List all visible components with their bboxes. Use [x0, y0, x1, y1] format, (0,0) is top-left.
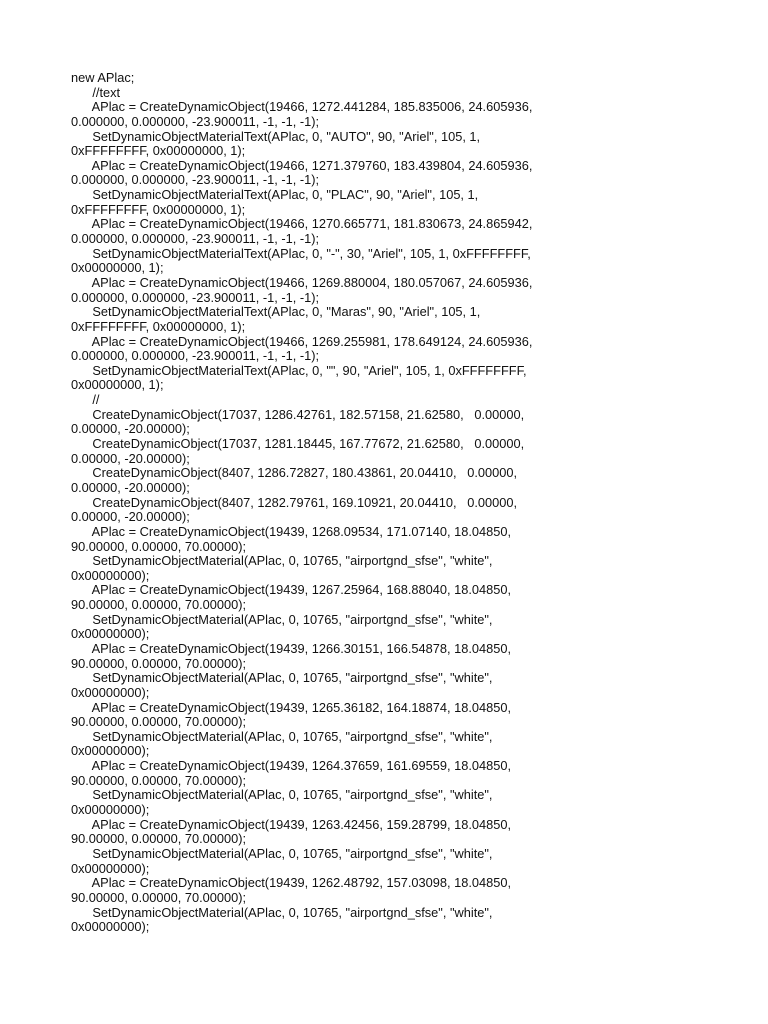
code-line: 0.000000, 0.000000, -23.900011, -1, -1, -1); — [71, 289, 320, 305]
code-line: 0x00000000); — [71, 626, 150, 642]
code-line: SetDynamicObjectMaterial(APlac, 0, 10765, "airportgnd_sfse", "white", — [71, 845, 493, 861]
code-line: SetDynamicObjectMaterialText(APlac, 0, "", 90, "Ariel", 105, 1, 0xFFFFFFFF, — [71, 362, 527, 378]
code-line: SetDynamicObjectMaterialText(APlac, 0, "Maras", 90, "Ariel", 105, 1, — [71, 304, 481, 320]
code-line: 0xFFFFFFFF, 0x00000000, 1); — [71, 318, 246, 334]
code-line: SetDynamicObjectMaterial(APlac, 0, 10765, "airportgnd_sfse", "white", — [71, 611, 493, 627]
code-line: CreateDynamicObject(8407, 1282.79761, 169.10921, 20.04410, 0.00000, — [71, 494, 518, 510]
code-line: APlac = CreateDynamicObject(19439, 1263.42456, 159.28799, 18.04850, — [71, 816, 512, 832]
code-line: SetDynamicObjectMaterial(APlac, 0, 10765, "airportgnd_sfse", "white", — [71, 728, 493, 744]
code-line: 0.00000, -20.00000); — [71, 450, 190, 466]
code-line: 0.000000, 0.000000, -23.900011, -1, -1, -1); — [71, 172, 320, 188]
code-line: CreateDynamicObject(17037, 1286.42761, 182.57158, 21.62580, 0.00000, — [71, 406, 525, 422]
code-line: 0x00000000); — [71, 919, 150, 935]
code-line: 90.00000, 0.00000, 70.00000); — [71, 597, 247, 613]
code-line: 0x00000000); — [71, 684, 150, 700]
code-line: 0.000000, 0.000000, -23.900011, -1, -1, -1); — [71, 348, 320, 364]
code-line: 0x00000000); — [71, 567, 150, 583]
code-line: SetDynamicObjectMaterialText(APlac, 0, "-", 30, "Ariel", 105, 1, 0xFFFFFFFF, — [71, 245, 531, 261]
code-line: 0xFFFFFFFF, 0x00000000, 1); — [71, 143, 246, 159]
code-line: 0.000000, 0.000000, -23.900011, -1, -1, -1); — [71, 113, 320, 129]
code-line: 0x00000000); — [71, 860, 150, 876]
code-line: APlac = CreateDynamicObject(19439, 1265.36182, 164.18874, 18.04850, — [71, 699, 512, 715]
code-listing — [71, 71, 721, 935]
code-line: APlac = CreateDynamicObject(19439, 1268.09534, 171.07140, 18.04850, — [71, 523, 512, 539]
code-line: 0x00000000); — [71, 743, 150, 759]
code-line: 0x00000000, 1); — [71, 377, 164, 393]
code-line: APlac = CreateDynamicObject(19466, 1270.665771, 181.830673, 24.865942, — [71, 216, 533, 232]
code-line: CreateDynamicObject(8407, 1286.72827, 180.43861, 20.04410, 0.00000, — [71, 465, 518, 481]
code-line: 90.00000, 0.00000, 70.00000); — [71, 714, 247, 730]
code-line: 90.00000, 0.00000, 70.00000); — [71, 538, 247, 554]
code-line: 0x00000000, 1); — [71, 260, 164, 276]
code-line: APlac = CreateDynamicObject(19466, 1269.255981, 178.649124, 24.605936, — [71, 333, 533, 349]
code-line: SetDynamicObjectMaterial(APlac, 0, 10765, "airportgnd_sfse", "white", — [71, 904, 493, 920]
code-line: 90.00000, 0.00000, 70.00000); — [71, 889, 247, 905]
code-line: 90.00000, 0.00000, 70.00000); — [71, 831, 247, 847]
code-line: APlac = CreateDynamicObject(19439, 1262.48792, 157.03098, 18.04850, — [71, 875, 512, 891]
code-line: 0.00000, -20.00000); — [71, 479, 190, 495]
code-line: SetDynamicObjectMaterialText(APlac, 0, "PLAC", 90, "Ariel", 105, 1, — [71, 187, 479, 203]
code-line: SetDynamicObjectMaterial(APlac, 0, 10765, "airportgnd_sfse", "white", — [71, 553, 493, 569]
code-line: new APlac; — [71, 70, 135, 85]
code-line: 0.00000, -20.00000); — [71, 509, 190, 525]
code-line: 0.00000, -20.00000); — [71, 421, 190, 437]
code-line: SetDynamicObjectMaterialText(APlac, 0, "AUTO", 90, "Ariel", 105, 1, — [71, 128, 481, 144]
code-line: APlac = CreateDynamicObject(19439, 1266.30151, 166.54878, 18.04850, — [71, 640, 512, 656]
code-line: APlac = CreateDynamicObject(19439, 1267.25964, 168.88040, 18.04850, — [71, 582, 512, 598]
code-line: 90.00000, 0.00000, 70.00000); — [71, 772, 247, 788]
code-line: 0.000000, 0.000000, -23.900011, -1, -1, -1); — [71, 231, 320, 247]
code-line: 0xFFFFFFFF, 0x00000000, 1); — [71, 201, 246, 217]
code-line: SetDynamicObjectMaterial(APlac, 0, 10765, "airportgnd_sfse", "white", — [71, 787, 493, 803]
code-line: SetDynamicObjectMaterial(APlac, 0, 10765, "airportgnd_sfse", "white", — [71, 670, 493, 686]
code-line: APlac = CreateDynamicObject(19466, 1272.441284, 185.835006, 24.605936, — [71, 99, 533, 115]
code-line: 0x00000000); — [71, 802, 150, 818]
code-line: APlac = CreateDynamicObject(19439, 1264.37659, 161.69559, 18.04850, — [71, 758, 512, 774]
code-line: APlac = CreateDynamicObject(19466, 1269.880004, 180.057067, 24.605936, — [71, 274, 533, 290]
code-line: // — [71, 392, 100, 408]
code-line: CreateDynamicObject(17037, 1281.18445, 167.77672, 21.62580, 0.00000, — [71, 436, 525, 452]
code-line: //text — [71, 84, 121, 100]
code-line: APlac = CreateDynamicObject(19466, 1271.379760, 183.439804, 24.605936, — [71, 157, 533, 173]
code-line: 90.00000, 0.00000, 70.00000); — [71, 655, 247, 671]
